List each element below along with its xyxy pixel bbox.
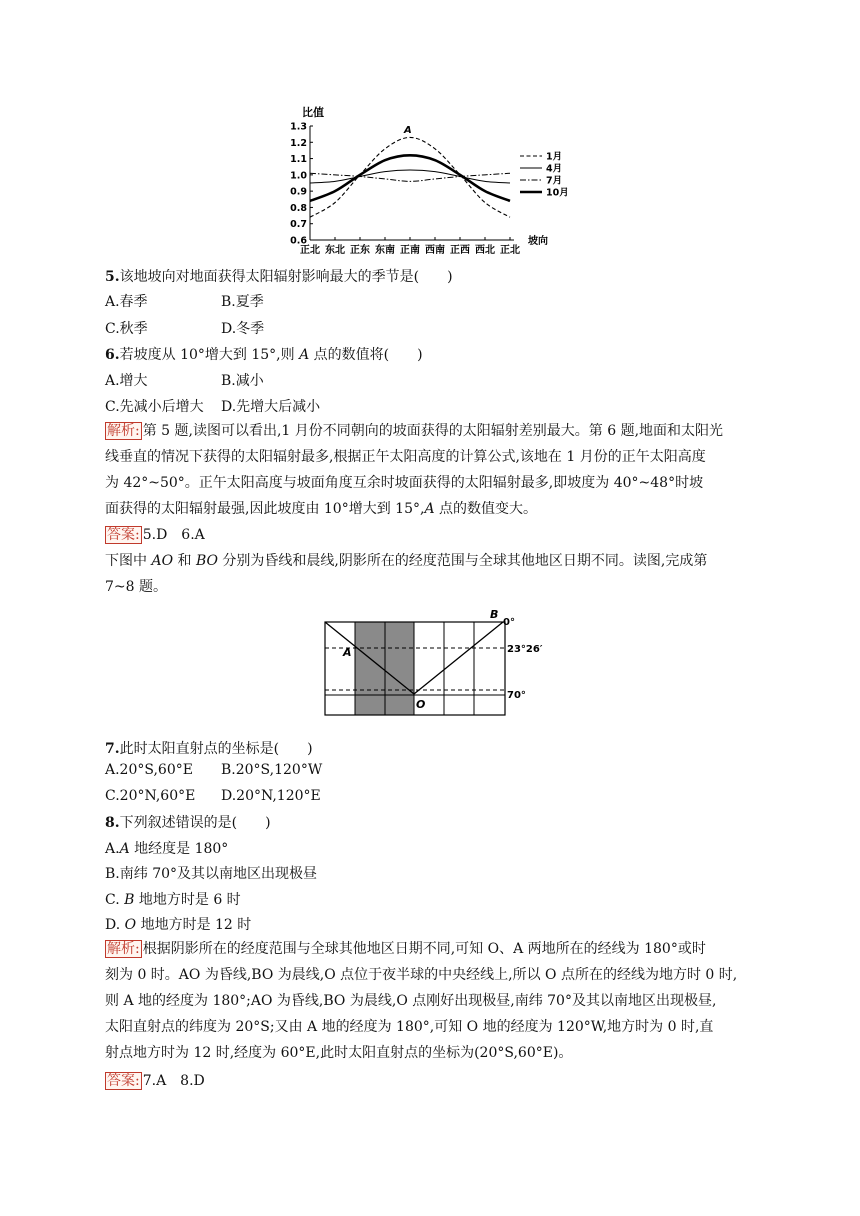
option-c: C.先减小后增大 [105, 399, 204, 415]
answer-text: 7.A 8.D [142, 1073, 205, 1089]
y-axis-label: 比值 [302, 106, 324, 119]
question-text: 下列叙述错误的是( ) [119, 815, 271, 831]
analysis-line: 为 42°~50°。正午太阳高度与坡面角度互余时坡面获得的太阳辐射最多,即坡度为 40°~48°时坡 [105, 475, 704, 491]
y-tick-label: 0.9 [290, 186, 307, 198]
analysis-line: 太阳直射点的纬度为 20°S;又由 A 地的经度为 180°,可知 O 地的经度为 120°W,地方时为 0 时,直 [105, 1019, 714, 1035]
analysis-line: 射点地方时为 12 时,经度为 60°E,此时太阳直射点的坐标为(20°S,60°E)。 [105, 1045, 573, 1061]
analysis-line: 根据阴影所在的经度范围与全球其他地区日期不同,可知 O、A 两地所在的经线为 180°或时 [142, 941, 706, 957]
series-line-1 [310, 137, 510, 217]
option-d [105, 914, 251, 934]
option-a [105, 838, 228, 858]
point-variable: A [119, 841, 130, 857]
diagram-frame [325, 622, 505, 715]
x-tick-label: 正西 [450, 245, 470, 256]
point-b-label: B [490, 608, 499, 621]
y-tick-label: 0.7 [290, 219, 307, 231]
option-c: C.秋季 [105, 321, 148, 337]
option-prefix: A. [105, 841, 120, 857]
analysis-line: 则 A 地的经度为 180°;AO 为昏线,BO 为晨线,O 点刚好出现极昼,南纬 70°及其以南地区出现极昼, [105, 993, 717, 1009]
point-variable: A [299, 347, 310, 363]
answer-tag: 答案: [107, 527, 140, 543]
legend-label: 4月 [546, 163, 563, 175]
intro-block [105, 548, 755, 600]
option-c: C.20°N,60°E [105, 788, 196, 804]
series-line-4 [310, 155, 510, 201]
tropic-label: 23°26′ [507, 644, 543, 655]
question-8 [105, 812, 271, 832]
latitude-70-label: 70° [507, 690, 526, 701]
intro-text: 分别为昏线和晨线,阴影所在的经度范围与全球其他地区日期不同。读图,完成第 [217, 553, 708, 569]
answer-text: 5.D 6.A [142, 527, 205, 543]
option-prefix: C. [105, 892, 125, 908]
question-text-post: 点的数值将( ) [309, 347, 423, 363]
x-tick-label: 东南 [375, 245, 395, 256]
option-d: D.20°N,120°E [221, 788, 321, 804]
option-c [105, 889, 241, 909]
question-5 [105, 266, 453, 286]
y-tick-label: 1.1 [290, 154, 307, 166]
x-tick-label: 正东 [350, 245, 370, 256]
line-ao-label: AO [151, 553, 174, 569]
legend-label: 7月 [546, 175, 563, 187]
x-tick-label: 正南 [400, 245, 420, 256]
question-text: 此时太阳直射点的坐标是( ) [119, 741, 313, 757]
analysis-line: 点的数值变大。 [434, 501, 538, 517]
analysis-line: 线垂直的情况下获得的太阳辐射最多,根据正午太阳高度的计算公式,该地在 1 月份的正午太阳高度 [105, 449, 706, 465]
option-a: A.增大 [105, 373, 148, 389]
question-text: 该地坡向对地面获得太阳辐射影响最大的季节是( ) [119, 269, 453, 285]
x-tick-label: 正北 [500, 245, 520, 256]
option-b: B.夏季 [221, 294, 264, 310]
legend-label: 1月 [546, 151, 563, 163]
option-d: D.冬季 [221, 321, 265, 337]
question-number: 6. [105, 347, 120, 363]
option-b: B.20°S,120°W [221, 762, 323, 778]
analysis-block [105, 418, 755, 522]
equator-label: 0° [503, 617, 515, 628]
answer-row [105, 524, 205, 544]
point-o-label: O [416, 698, 426, 711]
y-tick-label: 1.2 [290, 137, 307, 149]
legend-label: 10月 [546, 187, 569, 199]
y-tick-label: 1.3 [290, 121, 307, 133]
question-text-pre: 若坡度从 10°增大到 15°,则 [119, 347, 300, 363]
point-variable: B [124, 892, 135, 908]
option-text: 地地方时是 12 时 [136, 917, 252, 933]
y-tick-label: 1.0 [290, 170, 307, 182]
option-a: A.春季 [105, 294, 148, 310]
option-a: A.20°S,60°E [105, 762, 193, 778]
question-number: 7. [105, 741, 120, 757]
answer-tag: 答案: [107, 1073, 140, 1089]
terminator-diagram [320, 606, 550, 732]
x-axis-label: 坡向 [528, 236, 548, 247]
y-tick-label: 0.8 [290, 202, 307, 214]
radiation-ratio-chart [280, 100, 580, 260]
analysis-line: 刻为 0 时。AO 为昏线,BO 为晨线,O 点位于夜半球的中央经线上,所以 O 点所在的经线为地方时 0 时, [105, 967, 738, 983]
analysis-line: 第 5 题,读图可以看出,1 月份不同朝向的坡面获得的太阳辐射差别最大。第 6 题,地面和太阳光 [142, 423, 724, 439]
point-a-label: A [404, 125, 412, 136]
answer-row [105, 1070, 205, 1090]
x-tick-label: 西北 [475, 245, 495, 256]
option-b: B.南纬 70°及其以南地区出现极昼 [105, 866, 318, 882]
option-text: 地地方时是 6 时 [134, 892, 241, 908]
analysis-tag: 解析: [107, 941, 140, 957]
point-a-label: A [343, 646, 352, 659]
question-number: 5. [105, 269, 120, 285]
x-tick-label: 西南 [425, 245, 445, 256]
x-tick-label: 正北 [300, 245, 320, 256]
question-number: 8. [105, 815, 120, 831]
analysis-line: 面获得的太阳辐射最强,因此坡度由 10°增大到 15°, [105, 501, 425, 517]
y-tick-label: 0.6 [290, 235, 307, 247]
option-b: B.减小 [221, 373, 264, 389]
line-bo-label: BO [195, 553, 218, 569]
intro-text: 7~8 题。 [105, 579, 167, 595]
intro-text: 和 [173, 553, 196, 569]
option-d: D.先增大后减小 [221, 399, 321, 415]
analysis-tag: 解析: [107, 423, 140, 439]
question-6 [105, 344, 423, 364]
point-variable: A [424, 501, 435, 517]
point-variable: O [124, 917, 137, 933]
question-7 [105, 738, 313, 758]
option-prefix: D. [105, 917, 125, 933]
analysis-block [105, 936, 755, 1066]
intro-text: 下图中 [105, 553, 152, 569]
option-text: 地经度是 180° [129, 841, 229, 857]
dawn-line-bo [414, 622, 503, 694]
x-tick-label: 东北 [325, 245, 345, 256]
